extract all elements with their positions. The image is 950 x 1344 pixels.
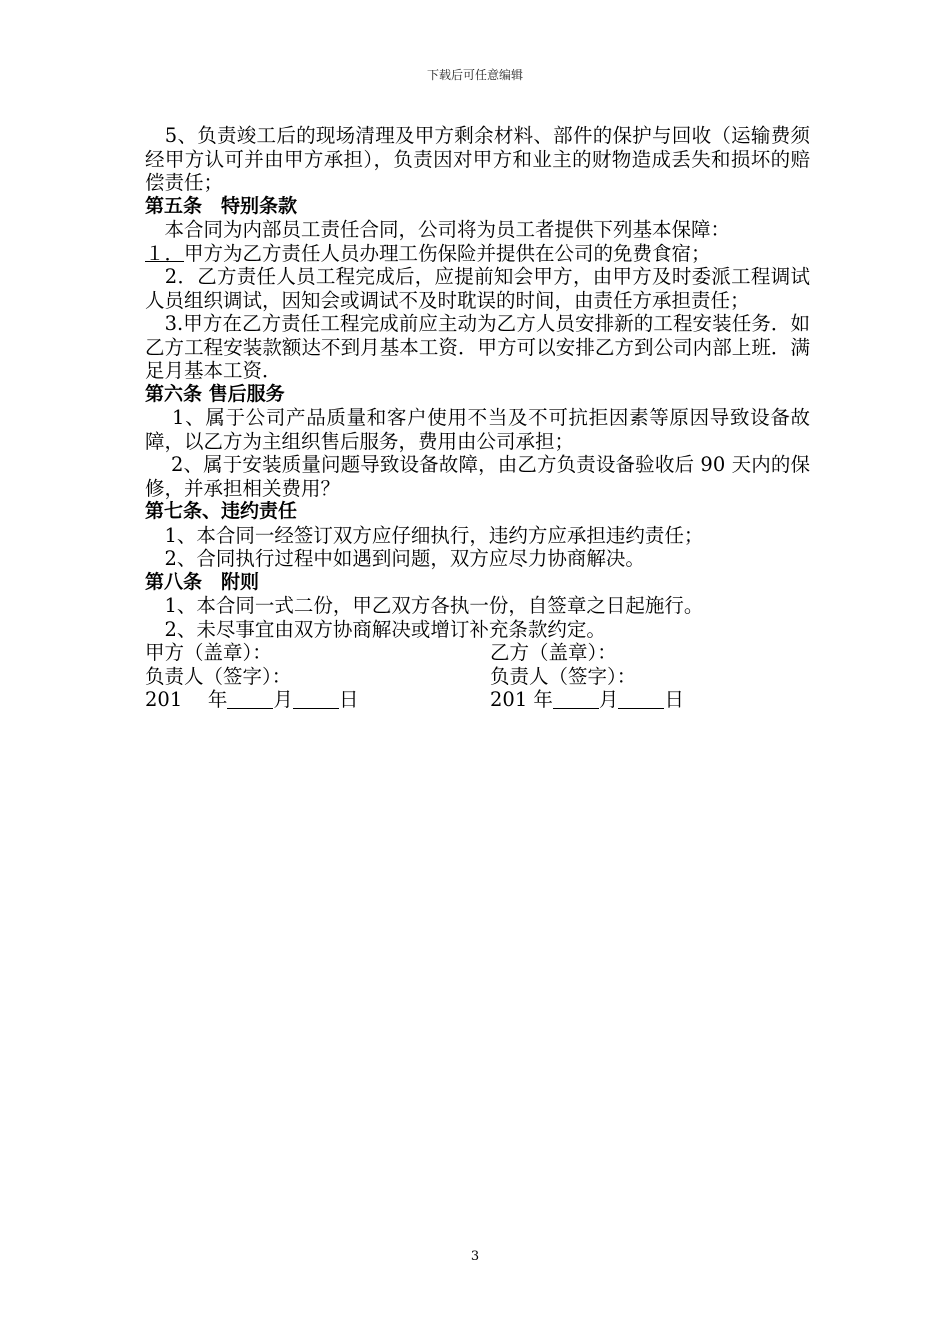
clause5-item3: 3.甲方在乙方责任工程完成前应主动为乙方人员安排新的工程安装任务．如乙方工程安装款额达不到月基本工资．甲方可以安排乙方到公司内部上班．满足月基本工资． [145,312,810,382]
clause5-item1-text: 甲方为乙方责任人员办理工伤保险并提供在公司的免费食宿； [184,241,711,265]
day-blank [618,690,664,709]
clause4-item5: 5、负责竣工后的现场清理及甲方剩余材料、部件的保护与回收（运输费须经甲方认可并由甲方承担），负责因对甲方和业主的财物造成丢失和损坏的赔偿责任； [145,124,810,194]
month-blank [553,690,599,709]
party-a-date [145,688,490,712]
clause5-item2: 2．乙方责任人员工程完成后，应提前知会甲方，由甲方及时委派工程调试人员组织调试，因知会或调试不及时耽误的时间，由责任方承担责任； [145,265,810,312]
page-number: 3 [470,1249,480,1264]
signature-seal-row [145,641,810,665]
clause8-item2: 2、未尽事宜由双方协商解决或增订补充条款约定。 [145,617,606,641]
party-b-year: 201 年 [490,688,553,711]
clause5-title: 第五条 特别条款 [145,194,298,217]
month-label: 月 [598,688,619,711]
clause5-item1-number: １． [145,241,185,265]
day-label: 日 [338,688,359,711]
clause6-item2: 2、属于安装质量问题导致设备故障，由乙方负责设备验收后 90 天内的保修，并承担相关费用？ [145,453,810,500]
document-body [145,124,810,712]
party-a-year: 201 年 [145,688,228,711]
day-blank [293,690,339,709]
day-label: 日 [664,688,684,711]
party-a-person: 负责人（签字）： [145,664,292,688]
clause6-item1: 1、属于公司产品质量和客户使用不当及不可抗拒因素等原因导致设备故障，以乙方为主组织售后服务，费用由公司承担； [145,406,810,453]
party-a-seal: 甲方（盖章）： [145,641,272,664]
clause7-item1: 1、本合同一经签订双方应仔细执行，违约方应承担违约责任； [145,523,704,547]
party-b-date [490,688,684,712]
clause8-title: 第八条 附则 [145,570,260,593]
clause6-title: 第六条 售后服务 [145,382,285,405]
clause7-item2: 2、合同执行过程中如遇到问题，双方应尽力协商解决。 [145,547,645,570]
clause5-intro: 本合同为内部员工责任合同，公司将为员工者提供下列基本保障： [145,218,731,241]
month-label: 月 [273,688,293,711]
clause7-title: 第七条、违约责任 [145,500,298,522]
party-b-seal: 乙方（盖章）： [490,641,617,664]
signature-person-row [145,665,810,689]
party-b-person: 负责人（签字）： [490,664,637,688]
clause5-item1 [145,242,810,266]
signature-date-row [145,688,810,712]
page-header: 下载后可任意编辑 [426,68,523,82]
clause8-item1: 1、本合同一式二份，甲乙双方各执一份，自签章之日起施行。 [145,594,704,617]
month-blank [227,690,273,709]
